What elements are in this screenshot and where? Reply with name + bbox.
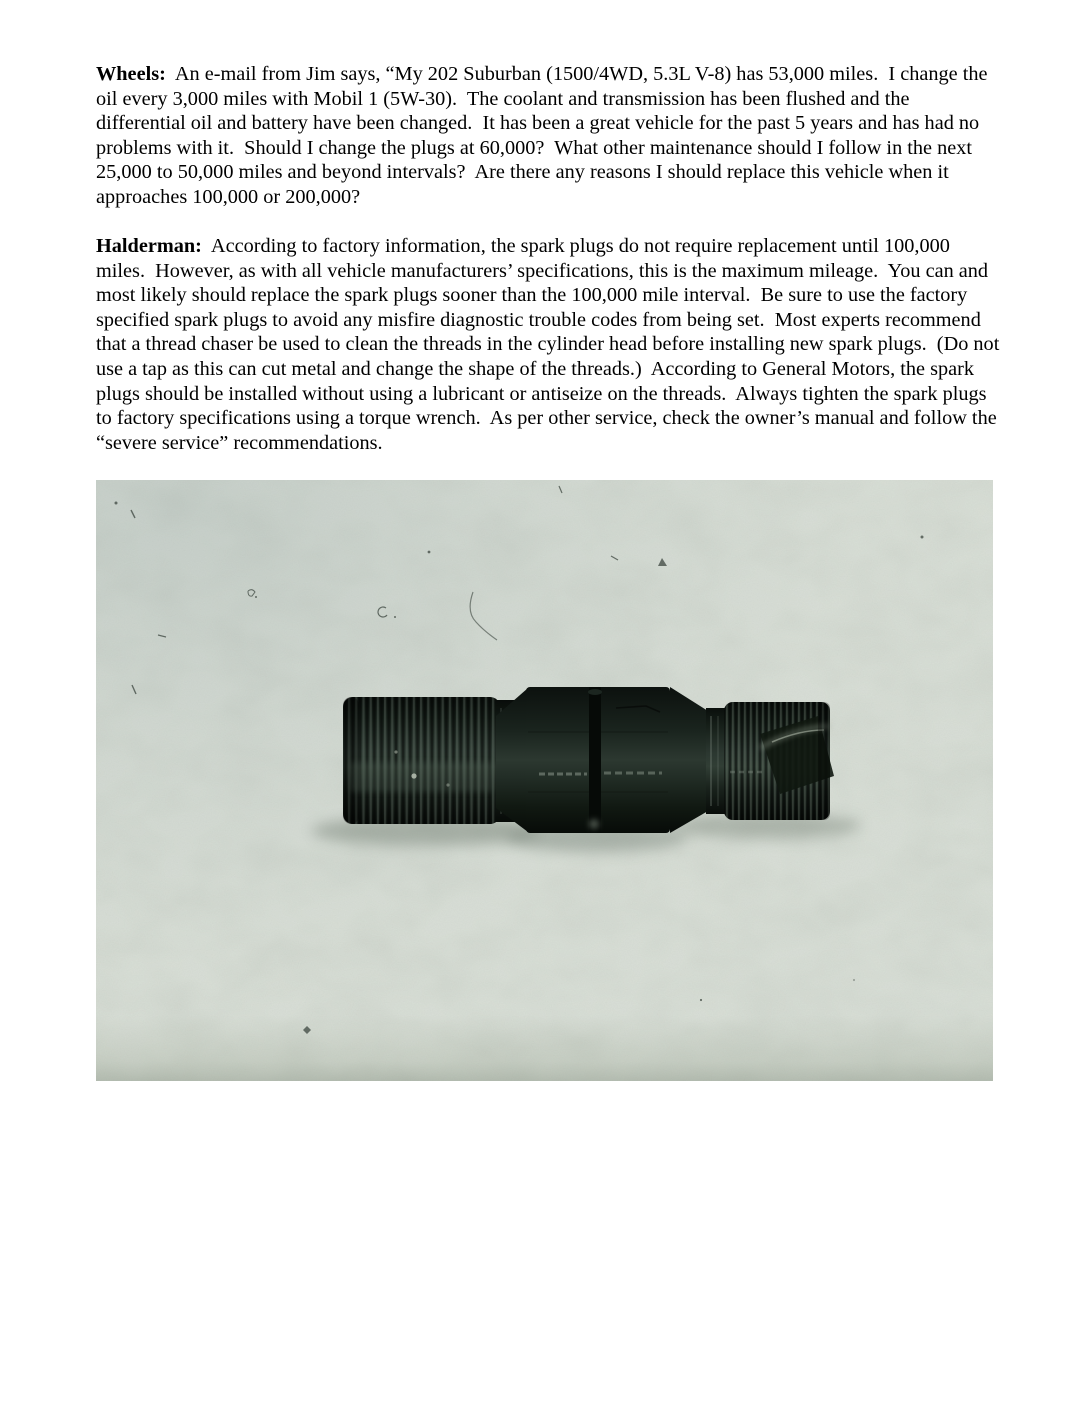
right-threaded-end — [724, 702, 834, 820]
answer-label: Halderman: — [96, 235, 202, 257]
thread-chaser-photo — [96, 480, 993, 1081]
question-label: Wheels: — [96, 63, 166, 85]
answer-paragraph — [96, 234, 1005, 455]
center-groove — [589, 687, 601, 833]
hex-center — [496, 687, 708, 833]
question-paragraph — [96, 62, 1002, 210]
answer-text: According to factory information, the spark plugs do not require replacement until 100,000 miles. However, as with all vehicle manufacturers’ specifications, this is the maximum mileage. You can and most likely should replace the spark plugs sooner than the 100,000 mile interval. Be sure to use the factory specified spark plugs to avoid any misfire diagnostic trouble codes from being set. Most experts recommend that a thread chaser be used to clean the threads in the cylinder head before installing new spark plugs. (Do not use a tap as this can cut metal and change the shape of the threads.) According to General Motors, the spark plugs should be installed without using a lubricant or antiseize on the threads. Always tighten the spark plugs to factory specifications using a torque wrench. As per other service, check the owner’s manual and follow the “severe service” recommendations. — [96, 235, 1005, 454]
right-collar — [706, 708, 726, 814]
question-text: An e-mail from Jim says, “My 202 Suburban (1500/4WD, 5.3L V-8) has 53,000 miles. I change the oil every 3,000 miles with Mobil 1 (5W-30). The coolant and transmission has been flushed and the differential oil and battery have been changed. It has been a great vehicle for the past 5 years and has had no problems with it. Should I change the plugs at 60,000? What other maintenance should I follow in the next 25,000 to 50,000 miles and beyond intervals? Are there any reasons I should replace this vehicle when it approaches 100,000 or 200,000? — [96, 63, 993, 208]
thread-chaser-photo-image — [96, 480, 993, 1081]
thread-chaser-tool — [343, 687, 834, 833]
left-threaded-end — [343, 697, 500, 824]
